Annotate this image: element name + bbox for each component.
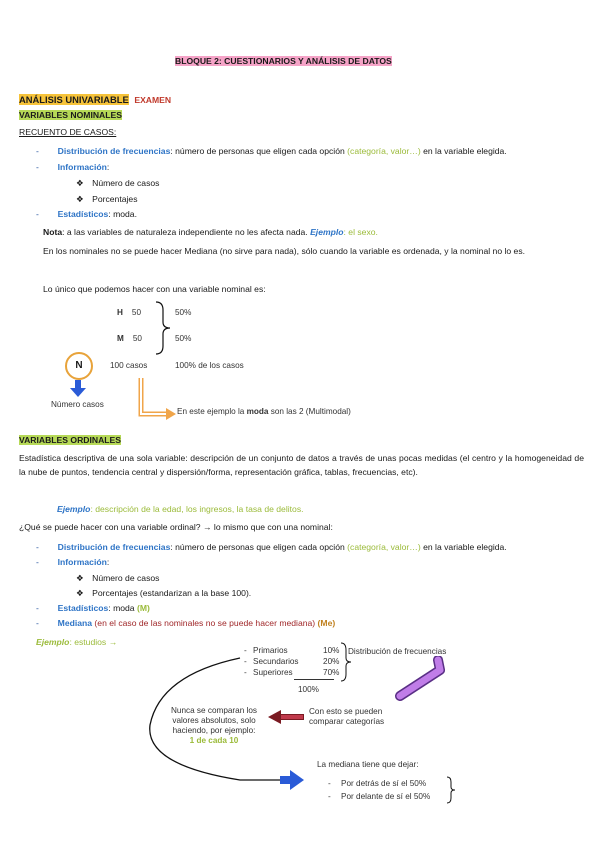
diamond-bullet-icon: ❖ xyxy=(76,194,84,204)
title-text: BLOQUE 2: CUESTIONARIOS Y ANÁLISIS DE DATOS xyxy=(175,56,392,66)
diag2-dist-note: Distribución de frecuencias xyxy=(348,647,447,656)
diag1-m-label xyxy=(117,334,142,343)
left-note-line: Nunca se comparan los xyxy=(170,706,257,715)
n-circle: N xyxy=(65,352,93,380)
est-paren: (M) xyxy=(136,603,150,613)
diag2-row-secundarios: - Secundarios 20% xyxy=(244,657,340,666)
recuento-heading: RECUENTO DE CASOS: xyxy=(19,127,117,137)
dist-text: : número de personas que eligen cada opción xyxy=(170,542,348,552)
list-item-dist xyxy=(36,146,507,157)
dist-paren: (categoría, valor…) xyxy=(347,146,421,156)
est-text: : moda. xyxy=(108,209,137,219)
est-text: : moda xyxy=(108,603,137,613)
ejemplo-label: Ejemplo xyxy=(57,504,91,514)
ejemplo-text: : descripción de la edad, los ingresos, la tasa de delitos. xyxy=(90,504,304,514)
dash-icon: - xyxy=(36,162,39,172)
list-item-estadisticos xyxy=(36,209,137,220)
subheading-nominales xyxy=(19,110,122,121)
left-note-highlight: 1 de cada 10 xyxy=(189,736,239,745)
row-label: Primarios xyxy=(253,646,288,655)
sub-item-porcentajes xyxy=(76,194,138,205)
row-pct: 20% xyxy=(323,657,340,666)
diag1-total-pct: 100% de los casos xyxy=(175,361,244,370)
info-item-text: Número de casos xyxy=(92,573,160,583)
orange-arrow-icon xyxy=(138,378,178,422)
ejemplo-estudios xyxy=(36,637,117,648)
ejemplo-text: : estudios → xyxy=(69,637,118,647)
dist-paren: (categoría, valor…) xyxy=(347,542,421,552)
brace-icon xyxy=(154,300,172,356)
diag1-m-pct: 50% xyxy=(175,334,192,343)
sub2-item-porcentajes xyxy=(76,588,251,599)
subheading-text: VARIABLES ORDINALES xyxy=(19,435,122,445)
info-item-text: Porcentajes xyxy=(92,194,138,204)
mediana-label: Mediana xyxy=(57,618,93,628)
diag1-h-pct: 50% xyxy=(175,308,192,317)
paragraph-estadistica: Estadística descriptiva de una sola variable: descripción de un conjunto de datos a través de unas pocas medidas (el centro y la homogeneidad de la nube de puntos, tendencia central y dispersión/forma, representación gráfica, tablas, frecuencias, etc). xyxy=(19,453,584,477)
dash-icon: - xyxy=(36,557,39,567)
diag2-right-note xyxy=(309,707,384,727)
dist-end: en la variable elegida. xyxy=(420,542,507,552)
list2-item-dist xyxy=(36,542,507,553)
diamond-bullet-icon: ❖ xyxy=(76,588,84,598)
list-item-info: - Información: xyxy=(36,162,110,172)
m-label: M xyxy=(117,334,124,343)
question-line: ¿Qué se puede hacer con una variable ordinal? → lo mismo que con una nominal: xyxy=(19,522,333,532)
curved-arrow-icon xyxy=(140,655,320,795)
diag1-conclusion xyxy=(177,407,351,416)
diag2-mediana-item-2: - Por delante de sí el 50% xyxy=(328,792,431,801)
paragraph-mediana: En los nominales no se puede hacer Mediana (no sirve para nada), sólo cuando la variable es ordenada, y la nominal no lo es. xyxy=(43,246,526,256)
dist-text: : número de personas que eligen cada opción xyxy=(170,146,348,156)
dash-icon: - xyxy=(36,209,39,219)
dash-icon: - xyxy=(36,146,39,156)
info-label: Información xyxy=(57,557,107,567)
dash-icon: - xyxy=(36,618,39,628)
h-label: H xyxy=(117,308,123,317)
list2-item-info: - Información: xyxy=(36,557,110,567)
diag1-numero-casos: Número casos xyxy=(51,400,104,409)
row-pct: 10% xyxy=(323,646,340,655)
diag1-h-label xyxy=(117,308,141,317)
subheading-ordinales xyxy=(19,435,121,446)
conclusion-pre: En este ejemplo la xyxy=(177,407,247,416)
nota-text: : a las variables de naturaleza independiente no les afecta nada. xyxy=(62,227,311,237)
list2-item-mediana xyxy=(36,618,335,629)
dist-end: en la variable elegida. xyxy=(420,146,507,156)
row-pct: 70% xyxy=(323,668,340,677)
dist-label: Distribución de frecuencias xyxy=(57,146,171,156)
dist-label: Distribución de frecuencias xyxy=(57,542,171,552)
page-title xyxy=(175,56,392,67)
info-item-text: Número de casos xyxy=(92,178,160,188)
left-note-line: valores absolutos, solo xyxy=(172,716,256,725)
mediana-item-text: Por delante de sí el 50% xyxy=(341,792,431,801)
section-heading-univariable xyxy=(19,94,171,106)
conclusion-bold: moda xyxy=(246,407,269,416)
paragraph-nominal: Lo único que podemos hacer con una variable nominal es: xyxy=(43,284,266,294)
purple-arrow-icon xyxy=(380,656,450,706)
mediana-item-text: Por detrás de sí el 50% xyxy=(341,779,427,788)
diamond-bullet-icon: ❖ xyxy=(76,178,84,188)
sub2-item-casos xyxy=(76,573,159,584)
ejemplo-label: Ejemplo xyxy=(36,637,70,647)
left-note-line: haciendo, por ejemplo: xyxy=(172,726,256,735)
brace-icon xyxy=(446,776,456,804)
ejemplo-text: : el sexo. xyxy=(343,227,378,237)
row-label: Secundarios xyxy=(253,657,299,666)
right-note-line: comparar categorías xyxy=(309,717,385,726)
heading-text: ANÁLISIS UNIVARIABLE xyxy=(19,94,129,105)
ejemplo-label: Ejemplo xyxy=(310,227,344,237)
m-value: 50 xyxy=(132,334,142,343)
dash-icon: - xyxy=(36,542,39,552)
diag2-row-superiores: - Superiores 70% xyxy=(244,668,340,677)
dash-icon: - xyxy=(36,603,39,613)
exam-tag: EXAMEN xyxy=(134,95,172,105)
down-arrow-icon xyxy=(68,380,88,398)
diag2-mediana-item-1: - Por detrás de sí el 50% xyxy=(328,779,427,788)
ejemplo-ordinal xyxy=(57,504,304,515)
list2-item-estadisticos xyxy=(36,603,150,614)
nota-line xyxy=(43,227,378,238)
diag2-row-primarios: - Primarios 10% xyxy=(244,646,340,655)
est-label: Estadísticos xyxy=(57,603,109,613)
info-label: Información xyxy=(57,162,107,172)
diag2-mediana-note: La mediana tiene que dejar: xyxy=(317,760,419,769)
diag2-total: 100% xyxy=(298,685,319,694)
nota-label: Nota xyxy=(43,227,63,237)
est-label: Estadísticos xyxy=(57,209,109,219)
mediana-text: (en el caso de las nominales no se puede hacer mediana) xyxy=(92,618,318,628)
row-label: Superiores xyxy=(253,668,293,677)
info-item-text: Porcentajes (estandarizan a la base 100). xyxy=(92,588,252,598)
diag1-total: 100 casos xyxy=(110,361,148,370)
diamond-bullet-icon: ❖ xyxy=(76,573,84,583)
sub-item-casos xyxy=(76,178,159,189)
h-value: 50 xyxy=(131,308,142,317)
right-note-line: Con esto se pueden xyxy=(309,707,383,716)
conclusion-post: son las 2 (Multimodal) xyxy=(268,407,351,416)
subheading-text: VARIABLES NOMINALES xyxy=(19,110,122,120)
mediana-paren: (Me) xyxy=(317,618,336,628)
